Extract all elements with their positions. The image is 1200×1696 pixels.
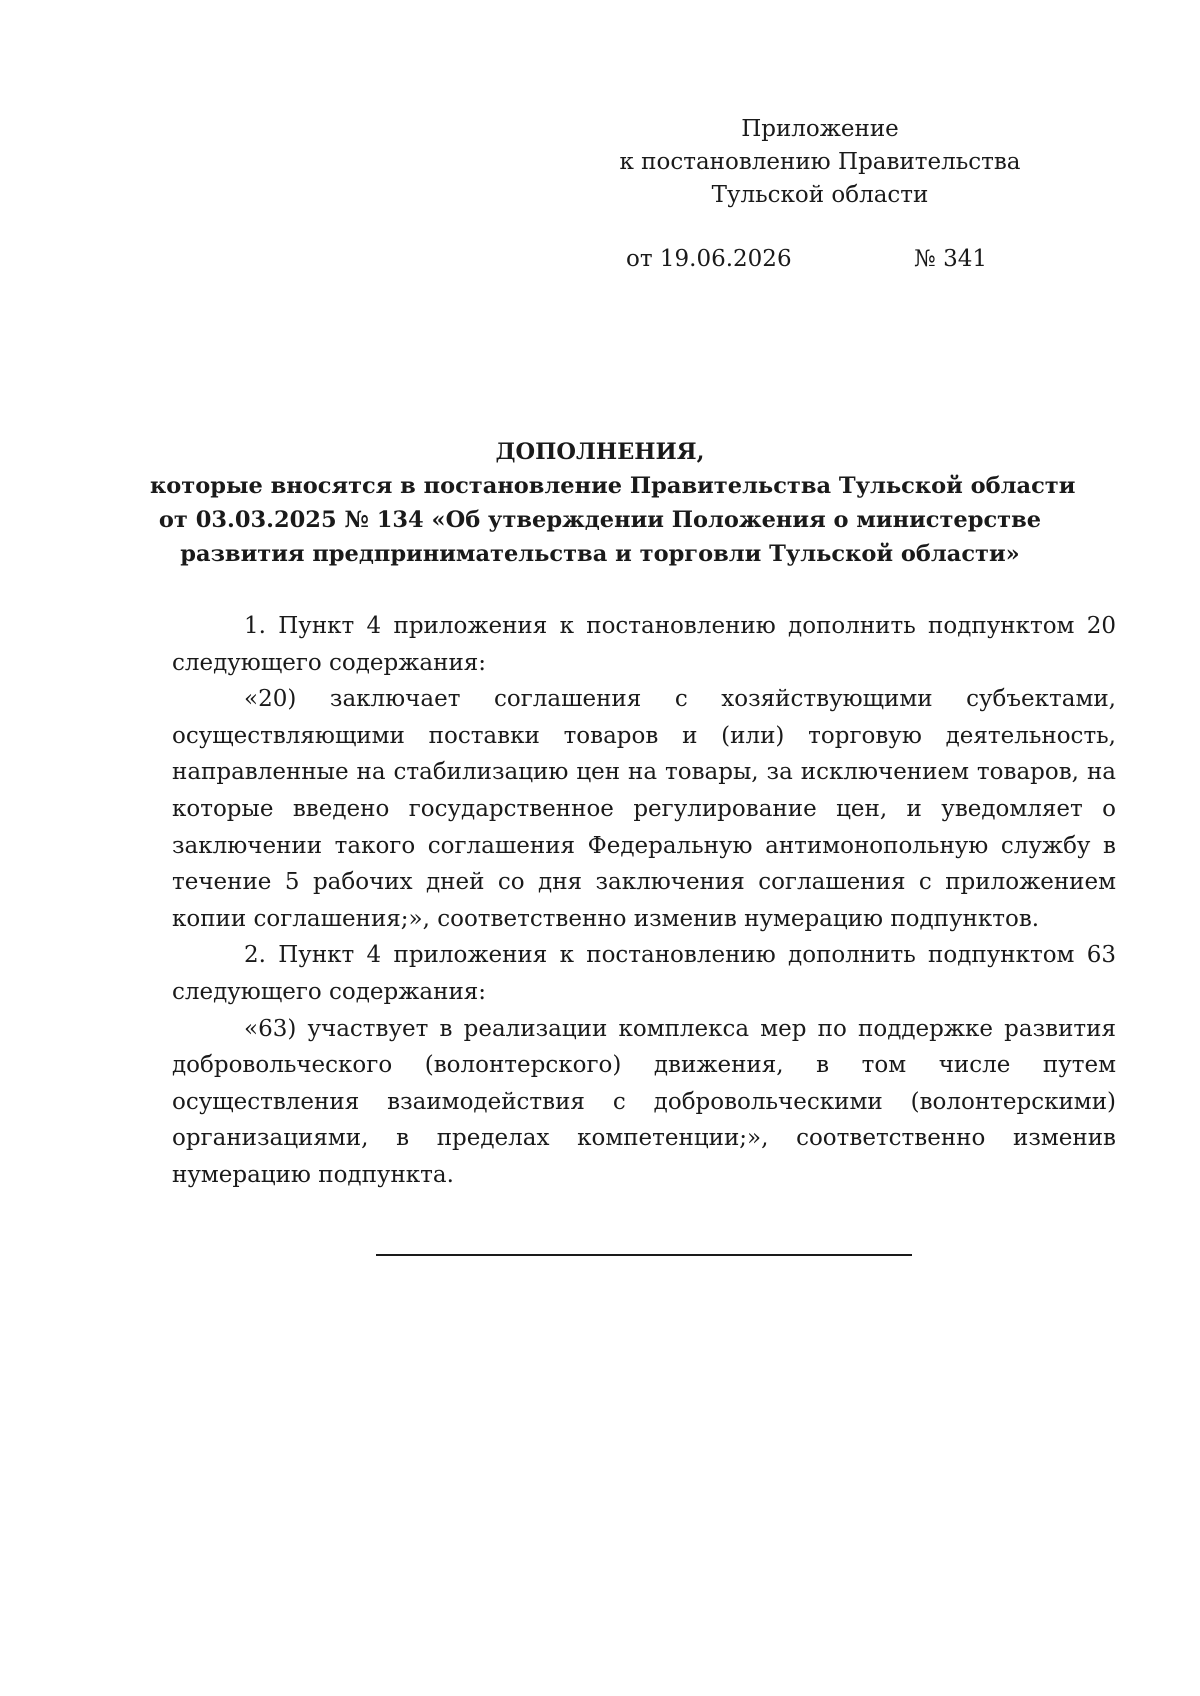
paragraph-2: «20) заключает соглашения с хозяйствующими субъектами, осуществляющими поставки товаров и (или) торговую деятельность, направленные на стабилизацию цен на товары, за исключением товаров, на которые введено государственное регулирование цен, и уведомляет о заключении такого соглашения Федеральную антимонопольную службу в течение 5 рабочих дней со дня заключения соглашения с приложением копии соглашения;», соответственно изменив нумерацию подпунктов. xyxy=(172,686,1116,932)
paragraph-1: 1. Пункт 4 приложения к постановлению дополнить подпунктом 20 следующего содержания: xyxy=(172,613,1116,676)
decree-number: № 341 xyxy=(914,246,987,272)
document-title xyxy=(150,435,1076,571)
title-line-3: от 03.03.2025 № 134 «Об утверждении Положения о министерстве xyxy=(158,507,1042,533)
appendix-line-3: Тульской области xyxy=(711,182,929,208)
title-line-1: ДОПОЛНЕНИЯ, xyxy=(495,439,705,465)
paragraph-3: 2. Пункт 4 приложения к постановлению дополнить подпунктом 63 следующего содержания: xyxy=(172,942,1116,1005)
document-body xyxy=(172,608,1116,1194)
appendix-header xyxy=(600,113,1040,212)
paragraph-4: «63) участвует в реализации комплекса мер по поддержке развития добровольческого (волонтерского) движения, в том числе путем осуществления взаимодействия с добровольческими (волонтерскими) организациями, в пределах компетенции;», соответственно изменив нумерацию подпункта. xyxy=(172,1015,1116,1188)
end-divider-line xyxy=(376,1254,912,1256)
appendix-line-1: Приложение xyxy=(741,116,899,142)
title-line-2: которые вносятся в постановление Правительства Тульской области xyxy=(150,473,1076,499)
decree-date: от 19.06.2026 xyxy=(626,246,792,272)
appendix-line-2: к постановлению Правительства xyxy=(619,149,1021,175)
title-line-4: развития предпринимательства и торговли Тульской области» xyxy=(180,541,1020,567)
